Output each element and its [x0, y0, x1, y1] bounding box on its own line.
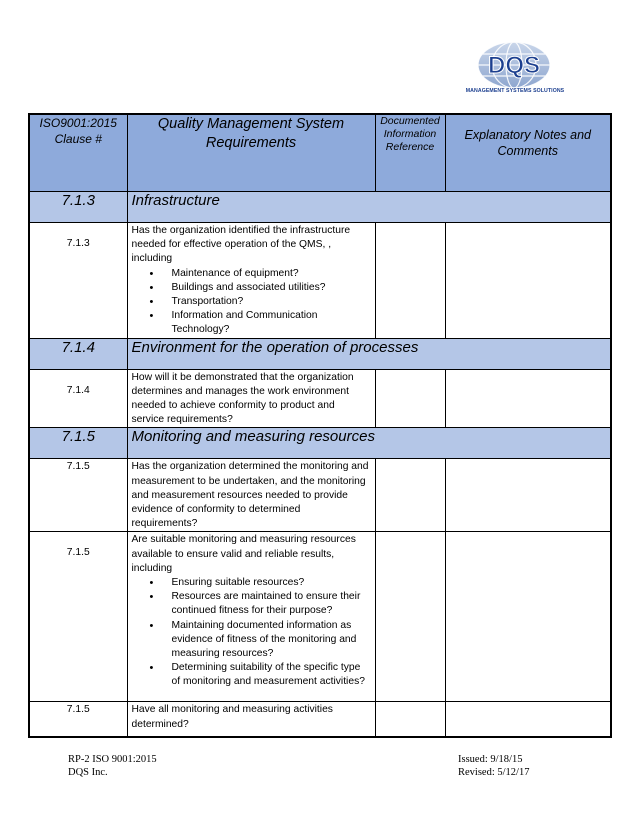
- bullet-list: [132, 576, 369, 690]
- row-question: Has the organization identified the infrastructure needed for effective operation of the QMS, , including • Maintenance of equipment? • Buildings and associated utilities? • Transportation? • Information and Communication Technology?: [127, 223, 375, 339]
- row-question: Has the organization determined the monitoring and measurement to be undertaken, and the monitoring and measurement resources needed to provide evidence of conformity to determined requirements?: [127, 459, 375, 532]
- globe-logo-icon: [466, 40, 562, 90]
- table-row: [29, 223, 611, 339]
- notes-cell[interactable]: [445, 702, 611, 737]
- section-title: Monitoring and measuring resources: [127, 428, 611, 459]
- notes-cell[interactable]: [445, 532, 611, 702]
- list-item: • Information and Communication Technology?: [172, 309, 369, 337]
- footer-issued: Issued: 9/18/15: [458, 754, 523, 765]
- row-question: How will it be demonstrated that the organization determines and manages the work environment needed to achieve conformity to product and service requirements?: [127, 369, 375, 428]
- notes-cell[interactable]: [445, 223, 611, 339]
- row-clause: 7.1.5: [29, 702, 127, 737]
- row-clause: 7.1.3: [29, 223, 127, 339]
- table-row: [29, 532, 611, 702]
- list-item: • Determining suitability of the specific type of monitoring and measurement activities?: [172, 661, 369, 689]
- requirements-table: [28, 113, 612, 738]
- logo-tagline: MANAGEMENT SYSTEMS SOLUTIONS: [465, 88, 565, 94]
- row-question: Have all monitoring and measuring activities determined?: [127, 702, 375, 737]
- documented-cell[interactable]: [375, 702, 445, 737]
- list-item: • Ensuring suitable resources?: [172, 576, 369, 590]
- header-documented-info: Documented Information Reference: [375, 114, 445, 192]
- footer-revised: Revised: 5/12/17: [458, 767, 530, 778]
- notes-cell[interactable]: [445, 369, 611, 428]
- row-clause: 7.1.5: [29, 532, 127, 702]
- logo-letters: DQS: [487, 52, 541, 79]
- section-heading: [29, 338, 611, 369]
- footer-left: [68, 753, 157, 779]
- notes-cell[interactable]: [445, 459, 611, 532]
- header-clause: ISO9001:2015 Clause #: [29, 114, 127, 192]
- section-number: 7.1.4: [29, 338, 127, 369]
- documented-cell[interactable]: [375, 459, 445, 532]
- table-header: [29, 114, 611, 192]
- list-item: • Maintenance of equipment?: [172, 267, 369, 281]
- list-item: • Maintaining documented information as evidence of fitness of the monitoring and measuring resources?: [172, 619, 369, 662]
- header-notes: Explanatory Notes and Comments: [445, 114, 611, 192]
- list-item: • Transportation?: [172, 295, 369, 309]
- header-requirements: Quality Management System Requirements: [127, 114, 375, 192]
- table-row: [29, 702, 611, 737]
- list-item: • Buildings and associated utilities?: [172, 281, 369, 295]
- table-row: [29, 459, 611, 532]
- section-title: Environment for the operation of processes: [127, 338, 611, 369]
- section-number: 7.1.5: [29, 428, 127, 459]
- bullet-list: [132, 267, 369, 338]
- footer-doc-id: RP-2 ISO 9001:2015: [68, 754, 157, 765]
- table-row: [29, 369, 611, 428]
- documented-cell[interactable]: [375, 223, 445, 339]
- row-question: Are suitable monitoring and measuring resources available to ensure valid and reliable results, including • Ensuring suitable resources? • Resources are maintained to ensure their continued fitness for their purpose? • Maintaining documented information as evidence of fitness of the monitoring and measuring resources? • Determining suitability of the specific type of monitoring and measurement activities?: [127, 532, 375, 702]
- row-clause: 7.1.5: [29, 459, 127, 532]
- documented-cell[interactable]: [375, 369, 445, 428]
- section-number: 7.1.3: [29, 192, 127, 223]
- row-clause: 7.1.4: [29, 369, 127, 428]
- footer-company: DQS Inc.: [68, 767, 108, 778]
- documented-cell[interactable]: [375, 532, 445, 702]
- list-item: • Resources are maintained to ensure their continued fitness for their purpose?: [172, 590, 369, 618]
- section-heading: [29, 428, 611, 459]
- section-heading: [29, 192, 611, 223]
- section-title: Infrastructure: [127, 192, 611, 223]
- footer-right: [458, 753, 529, 779]
